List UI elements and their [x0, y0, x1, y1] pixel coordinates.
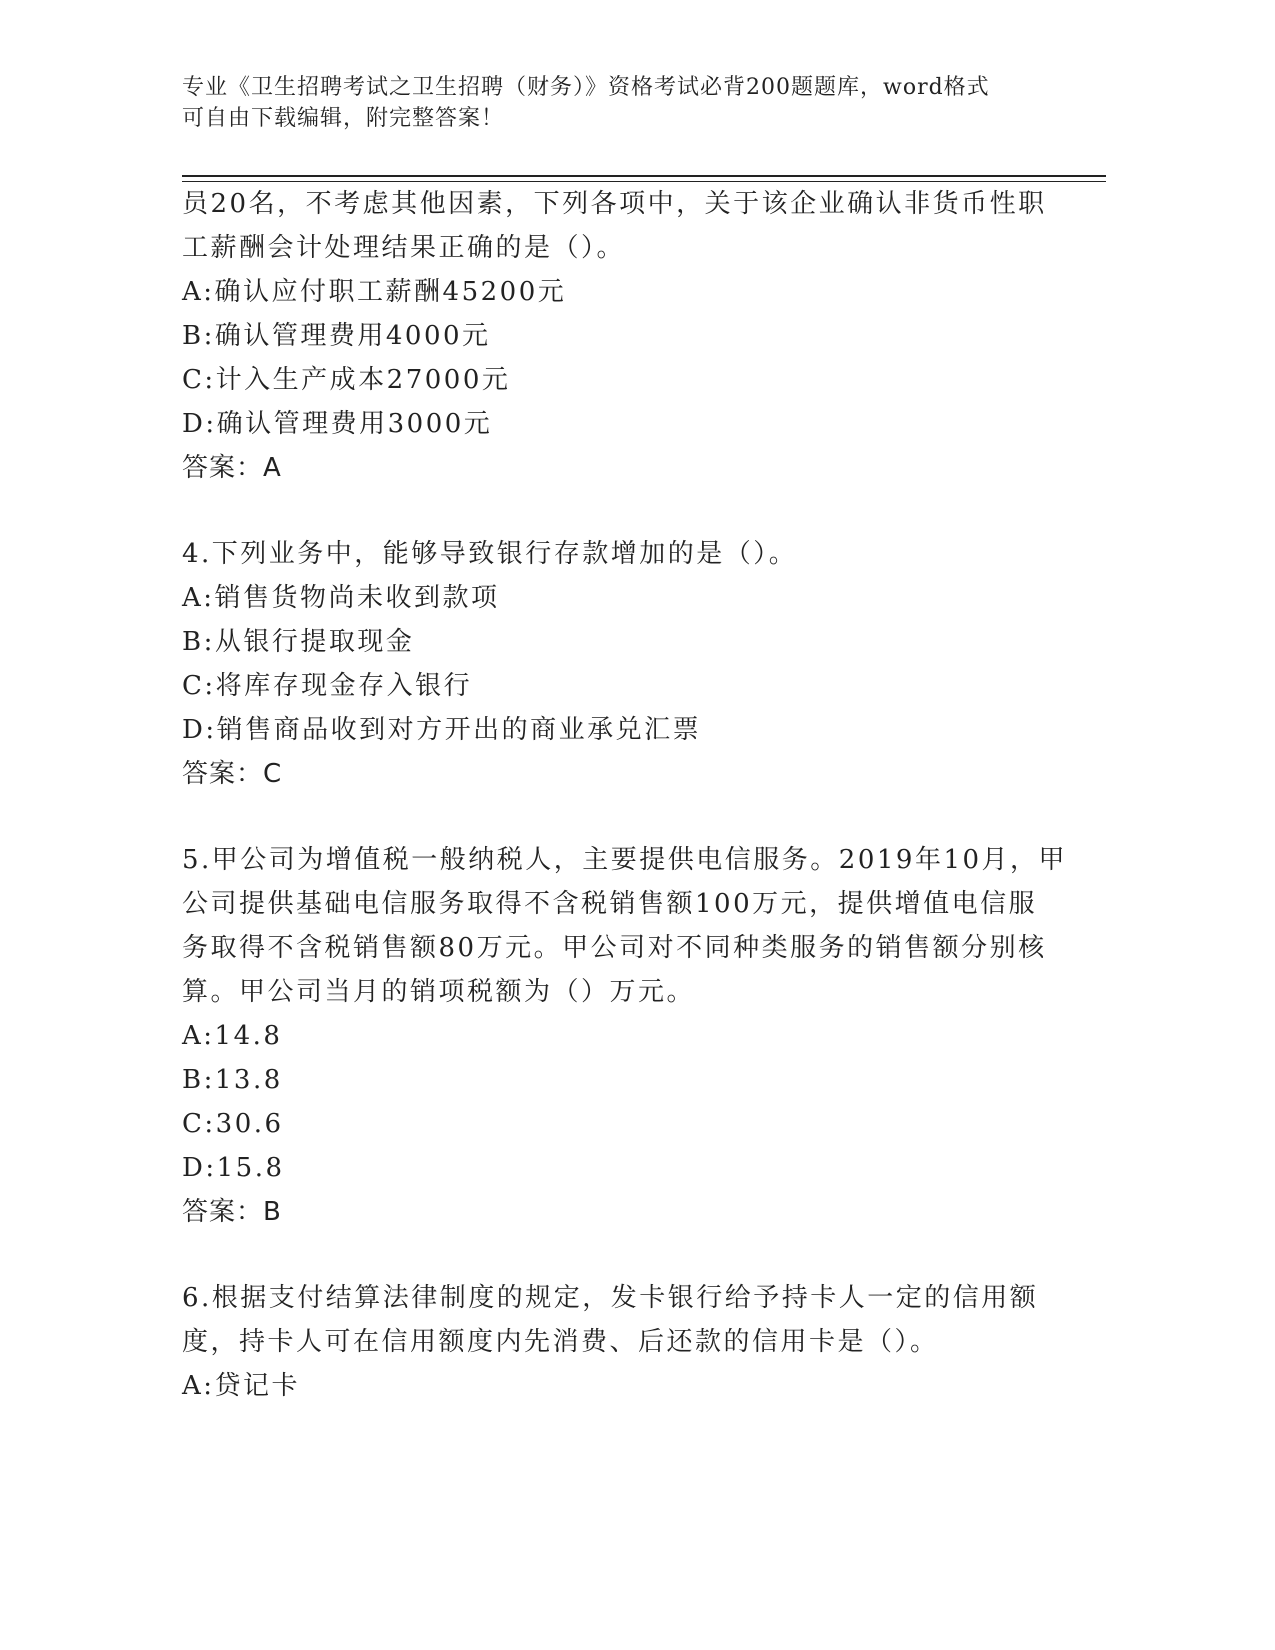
question-block-4 [182, 532, 1062, 796]
option-a: A:14.8 [182, 1021, 283, 1051]
question-text-line: 算。甲公司当月的销项税额为（）万元。 [182, 977, 696, 1007]
question-block-5 [182, 838, 1068, 1234]
option-d: D:销售商品收到对方开出的商业承兑汇票 [182, 715, 702, 745]
answer-line: 答案：C [182, 759, 283, 789]
option-a: A:销售货物尚未收到款项 [182, 583, 500, 613]
header-title-line-2: 可自由下载编辑，附完整答案！ [182, 106, 505, 131]
question-text-line: 工薪酬会计处理结果正确的是（）。 [182, 233, 626, 263]
option-a: A:贷记卡 [182, 1371, 301, 1401]
option-b: B:13.8 [182, 1065, 283, 1095]
document-header [182, 72, 1082, 134]
option-c: C:30.6 [182, 1109, 284, 1139]
option-d: D:15.8 [182, 1153, 285, 1183]
question-text-line: 4.下列业务中，能够导致银行存款增加的是（）。 [182, 539, 798, 569]
option-a: A:确认应付职工薪酬45200元 [182, 277, 567, 307]
option-c: C:将库存现金存入银行 [182, 671, 473, 701]
question-text-line: 公司提供基础电信服务取得不含税销售额100万元，提供增值电信服 [182, 889, 1038, 919]
option-b: B:从银行提取现金 [182, 627, 415, 657]
question-content [182, 182, 1068, 1408]
question-spacer [182, 796, 1062, 838]
option-c: C:计入生产成本27000元 [182, 365, 511, 395]
option-d: D:确认管理费用3000元 [182, 409, 493, 439]
option-b: B:确认管理费用4000元 [182, 321, 491, 351]
answer-line: 答案：B [182, 1197, 282, 1227]
answer-line: 答案：A [182, 453, 282, 483]
question-text-line: 5.甲公司为增值税一般纳税人，主要提供电信服务。2019年10月，甲 [182, 845, 1068, 875]
question-spacer [182, 490, 1062, 532]
question-text-line: 度，持卡人可在信用额度内先消费、后还款的信用卡是（）。 [182, 1327, 939, 1357]
question-text-line: 务取得不含税销售额80万元。甲公司对不同种类服务的销售额分别核 [182, 933, 1047, 963]
question-block-continued [182, 182, 1062, 490]
question-text-line: 6.根据支付结算法律制度的规定，发卡银行给予持卡人一定的信用额 [182, 1283, 1039, 1313]
question-spacer [182, 1234, 1062, 1276]
question-block-6 [182, 1276, 1062, 1408]
question-text-line: 员20名，不考虑其他因素，下列各项中，关于该企业确认非货币性职 [182, 189, 1047, 219]
header-divider-thick [182, 175, 1106, 177]
header-title-line-1: 专业《卫生招聘考试之卫生招聘（财务）》资格考试必背200题题库，word格式 [182, 75, 990, 100]
